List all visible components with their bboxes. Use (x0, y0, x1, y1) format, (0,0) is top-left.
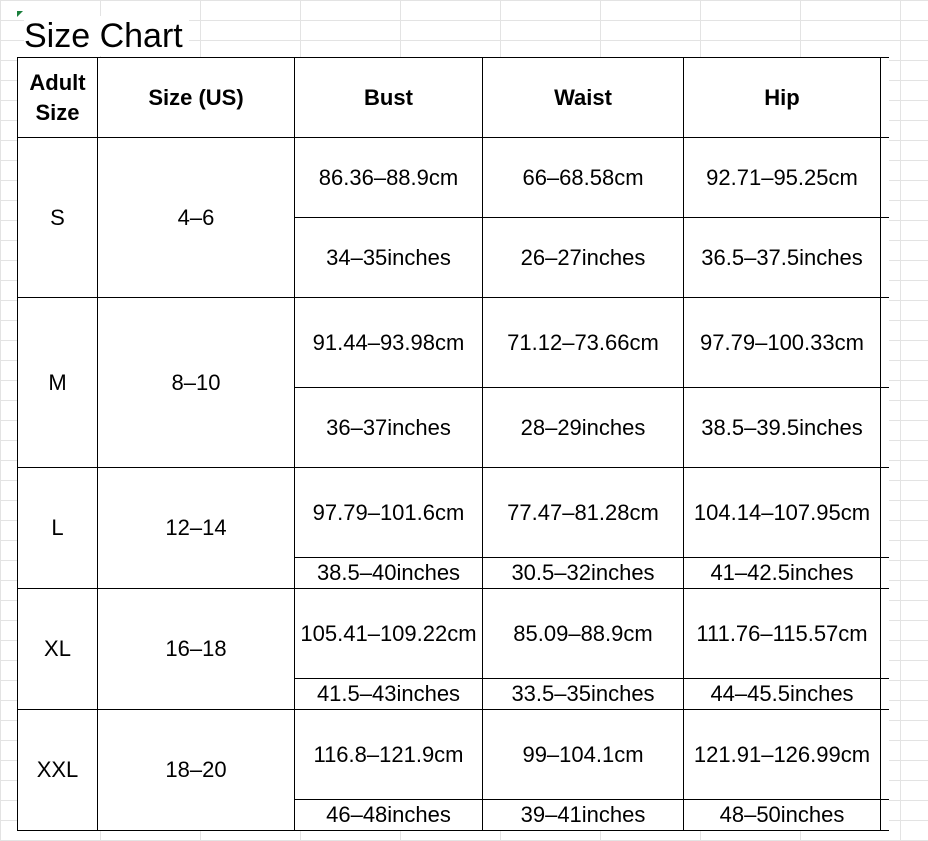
extra-cell[interactable] (881, 138, 889, 218)
bust-inches-cell[interactable]: 38.5–40inches (295, 558, 483, 589)
waist-cm-cell[interactable]: 77.47–81.28cm (483, 468, 684, 558)
waist-cm-cell[interactable]: 66–68.58cm (483, 138, 684, 218)
extra-cell[interactable] (881, 468, 889, 558)
extra-cell[interactable] (881, 710, 889, 800)
adult-size-cell[interactable]: XXL (18, 710, 98, 831)
header-size-us[interactable]: Size (US) (98, 58, 295, 138)
extra-cell[interactable] (881, 558, 889, 589)
extra-cell[interactable] (881, 218, 889, 298)
extra-cell[interactable] (881, 679, 889, 710)
extra-cell[interactable] (881, 800, 889, 831)
waist-inches-cell[interactable]: 26–27inches (483, 218, 684, 298)
table-row (18, 138, 889, 218)
hip-inches-cell[interactable]: 36.5–37.5inches (684, 218, 881, 298)
hip-cm-cell[interactable]: 111.76–115.57cm (684, 589, 881, 679)
adult-size-cell[interactable]: XL (18, 589, 98, 710)
bust-cm-cell[interactable]: 86.36–88.9cm (295, 138, 483, 218)
extra-cell[interactable] (881, 298, 889, 388)
active-cell-marker (17, 11, 23, 17)
bust-inches-cell[interactable]: 46–48inches (295, 800, 483, 831)
header-extra-cell[interactable] (881, 58, 889, 138)
size-chart-table (17, 57, 889, 831)
waist-inches-cell[interactable]: 33.5–35inches (483, 679, 684, 710)
table-row (18, 468, 889, 558)
waist-cm-cell[interactable]: 99–104.1cm (483, 710, 684, 800)
hip-inches-cell[interactable]: 41–42.5inches (684, 558, 881, 589)
bust-inches-cell[interactable]: 41.5–43inches (295, 679, 483, 710)
header-waist[interactable]: Waist (483, 58, 684, 138)
header-hip[interactable]: Hip (684, 58, 881, 138)
us-size-cell[interactable]: 16–18 (98, 589, 295, 710)
us-size-cell[interactable]: 18–20 (98, 710, 295, 831)
waist-inches-cell[interactable]: 30.5–32inches (483, 558, 684, 589)
us-size-cell[interactable]: 8–10 (98, 298, 295, 468)
table-row (18, 710, 889, 800)
adult-size-cell[interactable]: S (18, 138, 98, 298)
page-title: Size Chart (24, 16, 189, 56)
hip-cm-cell[interactable]: 104.14–107.95cm (684, 468, 881, 558)
bust-cm-cell[interactable]: 91.44–93.98cm (295, 298, 483, 388)
bust-inches-cell[interactable]: 34–35inches (295, 218, 483, 298)
header-adult-size[interactable]: Adult Size (18, 58, 98, 138)
adult-size-cell[interactable]: L (18, 468, 98, 589)
waist-cm-cell[interactable]: 85.09–88.9cm (483, 589, 684, 679)
us-size-cell[interactable]: 12–14 (98, 468, 295, 589)
bust-inches-cell[interactable]: 36–37inches (295, 388, 483, 468)
hip-cm-cell[interactable]: 97.79–100.33cm (684, 298, 881, 388)
hip-inches-cell[interactable]: 44–45.5inches (684, 679, 881, 710)
table-row (18, 298, 889, 388)
waist-inches-cell[interactable]: 39–41inches (483, 800, 684, 831)
waist-cm-cell[interactable]: 71.12–73.66cm (483, 298, 684, 388)
extra-cell[interactable] (881, 589, 889, 679)
hip-cm-cell[interactable]: 92.71–95.25cm (684, 138, 881, 218)
waist-inches-cell[interactable]: 28–29inches (483, 388, 684, 468)
hip-inches-cell[interactable]: 48–50inches (684, 800, 881, 831)
header-bust[interactable]: Bust (295, 58, 483, 138)
adult-size-cell[interactable]: M (18, 298, 98, 468)
bust-cm-cell[interactable]: 105.41–109.22cm (295, 589, 483, 679)
header-row (18, 58, 889, 138)
hip-inches-cell[interactable]: 38.5–39.5inches (684, 388, 881, 468)
extra-cell[interactable] (881, 388, 889, 468)
bust-cm-cell[interactable]: 116.8–121.9cm (295, 710, 483, 800)
us-size-cell[interactable]: 4–6 (98, 138, 295, 298)
bust-cm-cell[interactable]: 97.79–101.6cm (295, 468, 483, 558)
table-row (18, 589, 889, 679)
hip-cm-cell[interactable]: 121.91–126.99cm (684, 710, 881, 800)
